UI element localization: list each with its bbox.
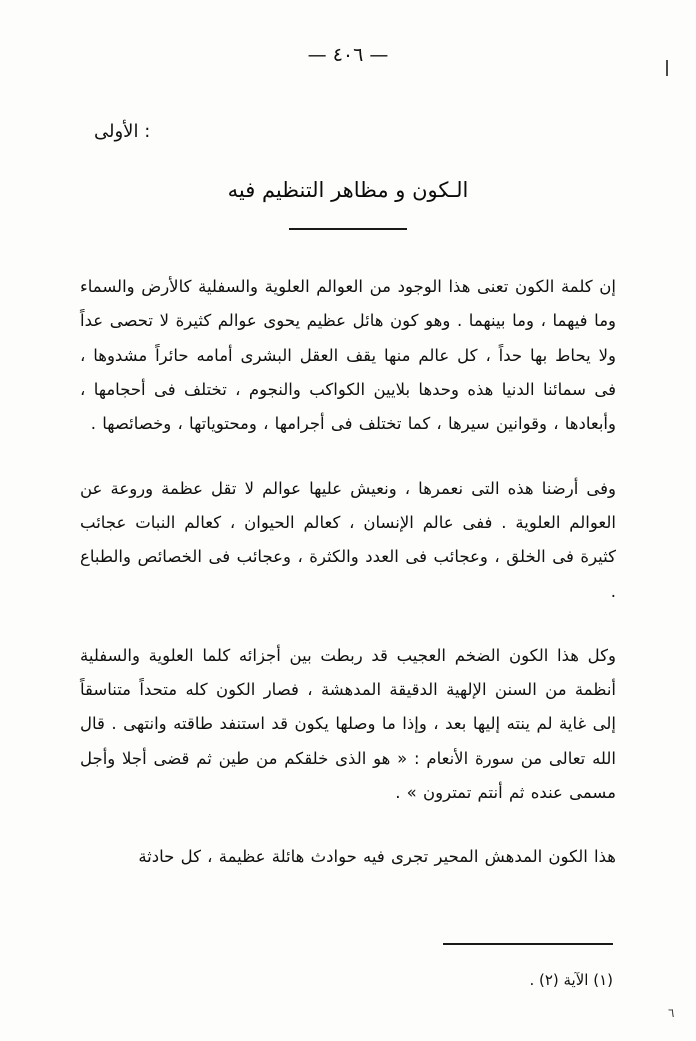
section-label-colon: : <box>144 121 151 142</box>
section-label <box>80 121 616 142</box>
page-number: — ٤٠٦ — <box>307 44 389 66</box>
footnote-divider <box>443 943 613 945</box>
body-paragraph: إن كلمة الكون تعنى هذا الوجود من العوالم العلوية والسفلية كالأرض والسماء وما فيهما ، وما بينهما . وهو كون هائل عظيم يحوى عوالم كثيرة لا تحصى عداً ولا يحاط بها حداً ، كل عالم منها يقف العقل البشرى أمامه حائراً مشدوها ، فى سمائنا الدنيا هذه وحدها بلايين الكواكب والنجوم ، تختلف فى أحجامها ، وأبعادها ، وقوانين سيرها ، كما تختلف فى أجرامها ، ومحتوياتها ، وخصائصها . <box>80 277 616 434</box>
body-paragraph: وكل هذا الكون الضخم العجيب قد ربطت بين أجزائه كلما العلوية والسفلية أنظمة من السنن الإلهية الدقيقة المدهشة ، فصار الكون كله متحداً متناسقاً إلى غاية لم ينته إليها بعد ، وإذا ما وصلها يكون قد استنفد طاقته وانتهى . قال الله تعالى من سورة الأنعام : « هو الذى خلقكم من طين ثم قضى أجلا وأجل مسمى عنده ثم أنتم تمترون » . <box>80 645 616 803</box>
page-edge-mark <box>666 60 668 76</box>
page-edge-mark-bottom: ٦ <box>668 1006 675 1020</box>
footnote: (١) الآية (٢) . <box>529 971 613 989</box>
section-label-text: الأولى <box>94 121 139 142</box>
section-heading: الـكون و مظاهر التنظيم فيه <box>227 178 469 202</box>
body-paragraph: هذا الكون المدهش المحير تجرى فيه حوادث هائلة عظيمة ، كل حادثة <box>138 847 616 867</box>
page-content <box>80 121 616 875</box>
heading-divider <box>289 228 407 230</box>
body-paragraph: وفى أرضنا هذه التى نعمرها ، ونعيش عليها عوالم لا تقل عظمة وروعة عن العوالم العلوية . ففى عالم الإنسان ، كعالم الحيوان ، كعالم النبات عجائب كثيرة فى الخلق ، وعجائب فى العدد والكثرة ، وعجائب فى الخصائص والطباع . <box>80 478 616 601</box>
